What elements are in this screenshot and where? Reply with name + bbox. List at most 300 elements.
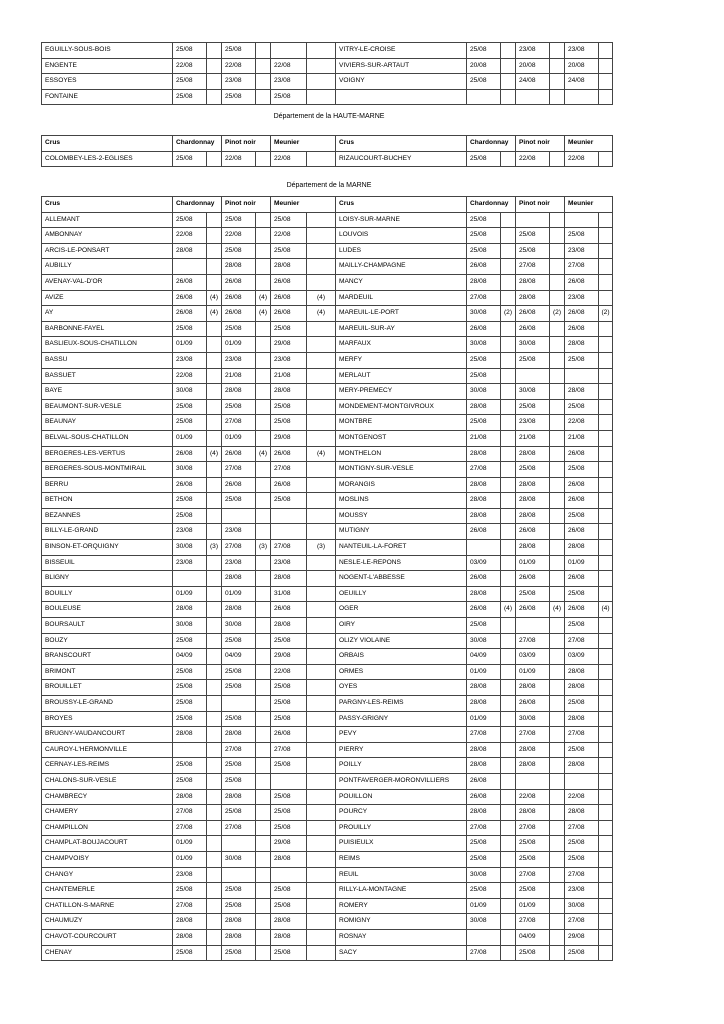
date-cell: 30/08 (565, 898, 599, 914)
note-cell (307, 274, 336, 290)
date-cell (271, 43, 307, 59)
cru-name-cell: BERGERES-LES-VERTUS (42, 446, 173, 462)
note-cell (501, 883, 516, 899)
note-cell (307, 773, 336, 789)
note-cell (501, 773, 516, 789)
date-cell: 21/08 (516, 430, 550, 446)
cru-name-cell: RILLY-LA-MONTAGNE (336, 883, 467, 899)
date-cell: 23/08 (565, 883, 599, 899)
date-cell: 30/08 (516, 711, 550, 727)
cru-name-cell: CHAMPLAT-BOUJACOURT (42, 836, 173, 852)
date-cell: 22/08 (222, 151, 256, 167)
date-cell: 23/08 (516, 43, 550, 59)
note-cell (599, 945, 613, 961)
note-cell (256, 867, 271, 883)
cru-name-cell: COLOMBEY-LES-2-EGLISES (42, 151, 173, 167)
cru-name-cell: BOUILLY (42, 586, 173, 602)
date-cell: 25/08 (173, 696, 207, 712)
note-cell (307, 430, 336, 446)
note-cell (256, 259, 271, 275)
date-cell: 25/08 (222, 898, 256, 914)
note-cell (550, 929, 565, 945)
table-row (42, 680, 613, 696)
column-header: Chardonnay (173, 197, 222, 213)
note-cell (207, 789, 222, 805)
note-cell (307, 820, 336, 836)
note-cell (207, 321, 222, 337)
note-cell (207, 571, 222, 587)
note-cell (256, 58, 271, 74)
cru-name-cell: CHAUMUZY (42, 914, 173, 930)
note-cell (207, 151, 222, 167)
date-cell: 28/08 (565, 337, 599, 353)
note-cell (599, 649, 613, 665)
note-cell (256, 633, 271, 649)
note-cell (207, 883, 222, 899)
date-cell: 25/08 (222, 633, 256, 649)
date-cell: 26/08 (516, 306, 550, 322)
date-cell: 25/08 (271, 883, 307, 899)
cru-name-cell: LOUVOIS (336, 228, 467, 244)
date-cell: 28/08 (222, 384, 256, 400)
note-cell (256, 89, 271, 105)
date-cell: 26/08 (222, 306, 256, 322)
cru-name-cell: PIERRY (336, 742, 467, 758)
date-cell: 25/08 (565, 399, 599, 415)
note-cell (550, 742, 565, 758)
note-cell (501, 633, 516, 649)
table-row (42, 477, 613, 493)
date-cell: 26/08 (516, 524, 550, 540)
date-cell: 25/08 (271, 711, 307, 727)
date-cell: 25/08 (271, 243, 307, 259)
note-cell (550, 290, 565, 306)
column-header: Pinot noir (516, 136, 565, 152)
date-cell: 25/08 (467, 43, 501, 59)
note-cell (599, 430, 613, 446)
date-cell: 03/09 (565, 649, 599, 665)
cru-name-cell: BASSU (42, 352, 173, 368)
note-cell (550, 540, 565, 556)
date-cell: 25/08 (222, 43, 256, 59)
note-cell (501, 352, 516, 368)
cru-name-cell: CHAVOT-COURCOURT (42, 929, 173, 945)
note-cell (501, 820, 516, 836)
note-cell (307, 727, 336, 743)
date-cell: 25/08 (173, 321, 207, 337)
date-cell: 01/09 (467, 664, 501, 680)
note-cell (207, 524, 222, 540)
note-cell (207, 430, 222, 446)
date-cell: 25/08 (222, 89, 256, 105)
date-cell: 01/09 (516, 664, 550, 680)
date-cell: 25/08 (173, 43, 207, 59)
note-cell: (4) (207, 446, 222, 462)
date-cell: 22/08 (516, 789, 550, 805)
table-row (42, 446, 613, 462)
cru-name-cell: MONDEMENT-MONTGIVROUX (336, 399, 467, 415)
date-cell: 25/08 (222, 243, 256, 259)
note-cell (599, 898, 613, 914)
date-cell: 28/08 (467, 493, 501, 509)
note-cell (256, 212, 271, 228)
cru-name-cell: ROSNAY (336, 929, 467, 945)
date-cell: 28/08 (516, 274, 550, 290)
date-cell: 01/09 (516, 555, 550, 571)
cru-name-cell: MOSLINS (336, 493, 467, 509)
column-header: Chardonnay (467, 197, 516, 213)
date-cell: 31/08 (271, 586, 307, 602)
date-cell: 25/08 (173, 633, 207, 649)
date-cell: 25/08 (516, 352, 550, 368)
note-cell (307, 508, 336, 524)
date-cell: 26/08 (173, 274, 207, 290)
date-cell: 23/08 (222, 74, 256, 90)
note-cell (550, 898, 565, 914)
note-cell (307, 883, 336, 899)
note-cell (501, 711, 516, 727)
note-cell (599, 773, 613, 789)
note-cell (599, 384, 613, 400)
note-cell (550, 89, 565, 105)
note-cell (256, 602, 271, 618)
cru-name-cell: AUBILLY (42, 259, 173, 275)
note-cell (599, 727, 613, 743)
cru-name-cell: BETHON (42, 493, 173, 509)
note-cell (599, 571, 613, 587)
note-cell (256, 898, 271, 914)
note-cell (207, 384, 222, 400)
date-cell: 25/08 (271, 415, 307, 431)
date-cell: 27/08 (271, 742, 307, 758)
note-cell (307, 836, 336, 852)
note-cell (307, 58, 336, 74)
cru-name-cell: ESSOYES (42, 74, 173, 90)
date-cell: 26/08 (222, 446, 256, 462)
cru-name-cell: BROUSSY-LE-GRAND (42, 696, 173, 712)
date-cell: 25/08 (565, 836, 599, 852)
note-cell (599, 274, 613, 290)
date-cell: 30/08 (467, 914, 501, 930)
note-cell: (4) (207, 306, 222, 322)
note-cell (550, 649, 565, 665)
note-cell: (4) (256, 306, 271, 322)
date-cell: 27/08 (565, 633, 599, 649)
note-cell (256, 399, 271, 415)
date-cell: 21/08 (222, 368, 256, 384)
header-row (42, 197, 613, 213)
note-cell (599, 805, 613, 821)
date-cell: 26/08 (173, 477, 207, 493)
table-row (42, 384, 613, 400)
cru-name-cell: POUILLON (336, 789, 467, 805)
date-cell: 26/08 (467, 602, 501, 618)
date-cell: 25/08 (173, 711, 207, 727)
note-cell (501, 508, 516, 524)
date-cell: 28/08 (516, 680, 550, 696)
note-cell (501, 524, 516, 540)
note-cell (307, 462, 336, 478)
note-cell (207, 477, 222, 493)
note-cell (207, 89, 222, 105)
note-cell (256, 914, 271, 930)
date-cell: 25/08 (565, 742, 599, 758)
date-cell: 28/08 (516, 758, 550, 774)
date-cell: 23/08 (271, 74, 307, 90)
date-cell: 25/08 (467, 368, 501, 384)
note-cell (599, 540, 613, 556)
note-cell (501, 446, 516, 462)
note-cell (599, 664, 613, 680)
date-cell: 28/08 (516, 742, 550, 758)
date-cell: 27/08 (565, 914, 599, 930)
cru-name-cell: BELVAL-SOUS-CHATILLON (42, 430, 173, 446)
note-cell (501, 758, 516, 774)
note-cell (550, 399, 565, 415)
date-cell: 30/08 (222, 851, 256, 867)
cru-name-cell: ORBAIS (336, 649, 467, 665)
table-row (42, 352, 613, 368)
column-header: Chardonnay (467, 136, 516, 152)
date-cell: 24/08 (516, 74, 550, 90)
date-cell: 27/08 (516, 259, 550, 275)
note-cell (501, 898, 516, 914)
note-cell (550, 524, 565, 540)
cru-name-cell: BILLY-LE-GRAND (42, 524, 173, 540)
cru-name-cell: ENGENTE (42, 58, 173, 74)
note-cell: (3) (256, 540, 271, 556)
date-cell: 25/08 (222, 321, 256, 337)
date-cell: 26/08 (222, 477, 256, 493)
note-cell (550, 368, 565, 384)
date-cell: 22/08 (173, 58, 207, 74)
note-cell (207, 274, 222, 290)
date-cell: 28/08 (271, 571, 307, 587)
note-cell: (2) (501, 306, 516, 322)
date-cell: 28/08 (222, 571, 256, 587)
date-cell: 03/09 (467, 555, 501, 571)
note-cell (307, 633, 336, 649)
cru-name-cell: VOIGNY (336, 74, 467, 90)
note-cell (599, 867, 613, 883)
table-row (42, 851, 613, 867)
note-cell (256, 649, 271, 665)
cru-name-cell: ROMIGNY (336, 914, 467, 930)
date-cell: 25/08 (222, 212, 256, 228)
date-cell: 25/08 (271, 321, 307, 337)
note-cell (599, 259, 613, 275)
note-cell (207, 352, 222, 368)
date-cell: 25/08 (173, 508, 207, 524)
column-header: Meunier (271, 197, 336, 213)
date-cell: 25/08 (467, 74, 501, 90)
date-cell: 28/08 (271, 618, 307, 634)
table-row (42, 151, 613, 167)
date-cell: 26/08 (565, 477, 599, 493)
note-cell (207, 742, 222, 758)
note-cell (550, 352, 565, 368)
table-row (42, 74, 613, 90)
date-cell: 25/08 (516, 586, 550, 602)
date-cell (467, 540, 501, 556)
date-cell: 01/09 (173, 430, 207, 446)
date-cell: 25/08 (222, 805, 256, 821)
note-cell (550, 727, 565, 743)
note-cell (207, 399, 222, 415)
note-cell (256, 929, 271, 945)
note-cell (599, 477, 613, 493)
date-cell: 28/08 (222, 602, 256, 618)
date-cell: 22/08 (173, 228, 207, 244)
note-cell (207, 696, 222, 712)
date-cell: 28/08 (467, 680, 501, 696)
note-cell (256, 696, 271, 712)
note-cell (256, 524, 271, 540)
date-cell: 23/08 (271, 352, 307, 368)
note-cell (501, 586, 516, 602)
date-cell: 28/08 (565, 711, 599, 727)
date-cell (173, 571, 207, 587)
date-cell: 28/08 (222, 929, 256, 945)
note-cell (599, 929, 613, 945)
date-cell: 26/08 (565, 274, 599, 290)
note-cell (501, 914, 516, 930)
cru-name-cell: MONTIGNY-SUR-VESLE (336, 462, 467, 478)
column-header: Crus (336, 197, 467, 213)
date-cell (271, 867, 307, 883)
cru-name-cell: BEAUNAY (42, 415, 173, 431)
note-cell: (2) (599, 306, 613, 322)
note-cell: (4) (307, 306, 336, 322)
date-cell (516, 618, 550, 634)
note-cell (550, 711, 565, 727)
note-cell (256, 820, 271, 836)
date-cell: 27/08 (516, 867, 550, 883)
note-cell (599, 462, 613, 478)
date-cell: 28/08 (271, 929, 307, 945)
note-cell (207, 820, 222, 836)
date-cell: 26/08 (467, 773, 501, 789)
date-cell: 28/08 (565, 664, 599, 680)
date-cell: 28/08 (467, 696, 501, 712)
date-cell: 25/08 (222, 399, 256, 415)
date-cell: 26/08 (271, 477, 307, 493)
note-cell (501, 618, 516, 634)
note-cell (501, 290, 516, 306)
note-cell (599, 89, 613, 105)
note-cell (307, 618, 336, 634)
date-cell: 27/08 (467, 727, 501, 743)
date-cell: 23/08 (173, 867, 207, 883)
date-cell: 28/08 (516, 508, 550, 524)
date-cell: 25/08 (271, 680, 307, 696)
date-cell: 25/08 (271, 789, 307, 805)
note-cell (307, 337, 336, 353)
table-row (42, 602, 613, 618)
note-cell (599, 337, 613, 353)
date-cell: 25/08 (222, 664, 256, 680)
cru-name-cell: CHALONS-SUR-VESLE (42, 773, 173, 789)
note-cell (207, 618, 222, 634)
note-cell (550, 228, 565, 244)
table-row (42, 633, 613, 649)
cru-name-cell: BERRU (42, 477, 173, 493)
note-cell (599, 493, 613, 509)
date-cell: 23/08 (565, 43, 599, 59)
cru-name-cell: LOISY-SUR-MARNE (336, 212, 467, 228)
date-cell: 25/08 (467, 415, 501, 431)
date-cell: 25/08 (271, 945, 307, 961)
date-cell (222, 696, 256, 712)
date-cell: 26/08 (565, 602, 599, 618)
note-cell (550, 633, 565, 649)
date-cell: 23/08 (173, 524, 207, 540)
date-cell: 28/08 (271, 384, 307, 400)
note-cell (256, 742, 271, 758)
date-cell: 23/08 (222, 352, 256, 368)
note-cell (599, 321, 613, 337)
note-cell (307, 898, 336, 914)
date-cell: 27/08 (516, 727, 550, 743)
note-cell (599, 368, 613, 384)
date-cell (467, 929, 501, 945)
date-cell: 22/08 (565, 151, 599, 167)
note-cell (501, 274, 516, 290)
date-cell: 30/08 (173, 540, 207, 556)
note-cell (599, 711, 613, 727)
note-cell (599, 415, 613, 431)
note-cell: (4) (207, 290, 222, 306)
note-cell: (4) (550, 602, 565, 618)
note-cell (599, 836, 613, 852)
note-cell (256, 352, 271, 368)
note-cell (501, 664, 516, 680)
table-row (42, 898, 613, 914)
date-cell: 25/08 (173, 493, 207, 509)
note-cell (307, 243, 336, 259)
date-cell: 28/08 (222, 789, 256, 805)
date-cell: 25/08 (271, 212, 307, 228)
date-cell: 24/08 (565, 74, 599, 90)
note-cell (307, 649, 336, 665)
note-cell (599, 742, 613, 758)
note-cell (256, 555, 271, 571)
note-cell (501, 851, 516, 867)
date-cell: 21/08 (271, 368, 307, 384)
note-cell (256, 74, 271, 90)
cru-name-cell: BASSUET (42, 368, 173, 384)
date-cell: 21/08 (565, 430, 599, 446)
note-cell (550, 586, 565, 602)
date-cell: 25/08 (565, 696, 599, 712)
date-cell: 28/08 (222, 727, 256, 743)
note-cell (550, 446, 565, 462)
cru-name-cell: BEAUMONT-SUR-VESLE (42, 399, 173, 415)
cru-name-cell: OEUILLY (336, 586, 467, 602)
date-cell: 27/08 (173, 805, 207, 821)
note-cell (501, 555, 516, 571)
note-cell (256, 43, 271, 59)
date-cell: 28/08 (467, 274, 501, 290)
note-cell (256, 571, 271, 587)
note-cell (599, 696, 613, 712)
note-cell (307, 789, 336, 805)
date-cell: 25/08 (565, 945, 599, 961)
cru-name-cell: MONTHELON (336, 446, 467, 462)
note-cell (307, 228, 336, 244)
date-cell: 25/08 (516, 836, 550, 852)
date-cell: 25/08 (173, 415, 207, 431)
